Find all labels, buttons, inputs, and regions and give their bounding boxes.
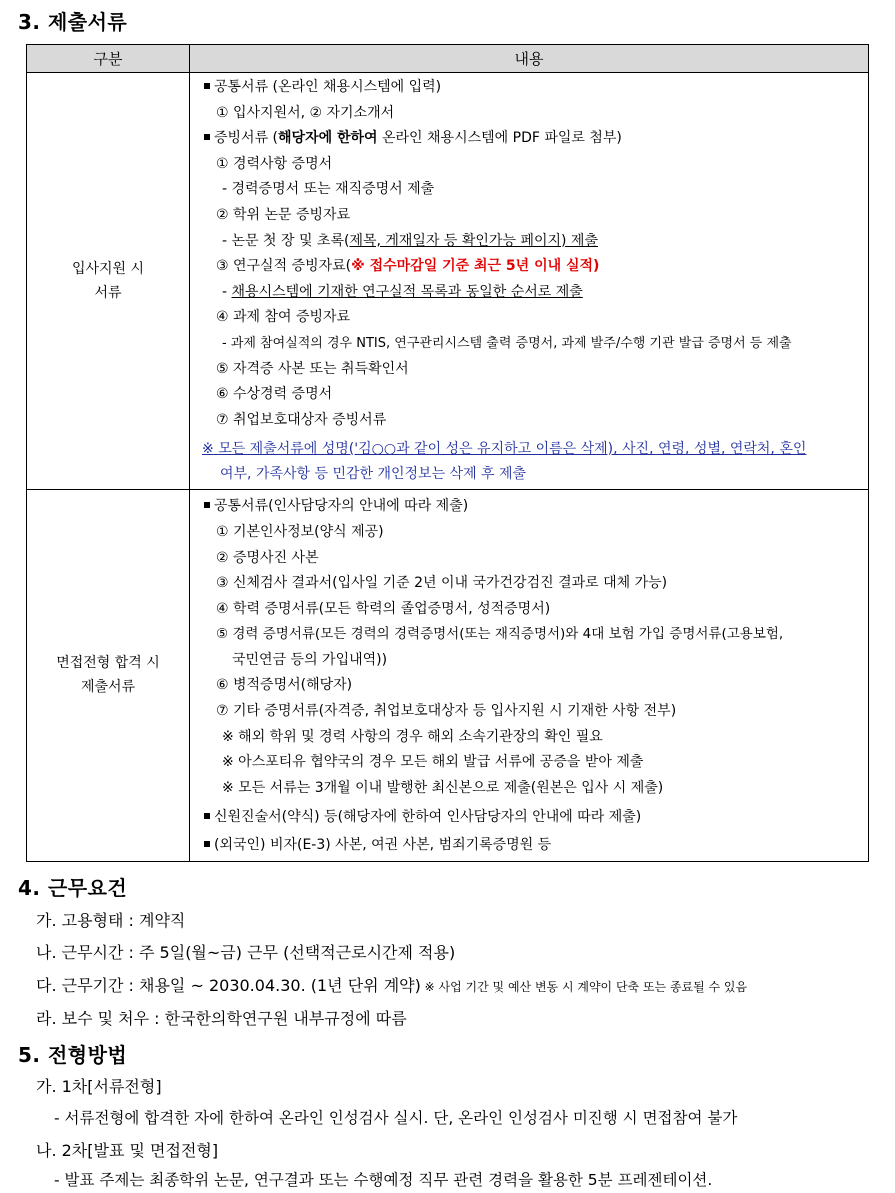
row-label-line: 서류 [94,285,122,302]
square-bullet-icon [204,134,210,140]
list-item: ※ 아스포티유 협약국의 경우 모든 해외 발급 서류에 공증을 받아 제출 [222,754,644,771]
list-item: ③ 연구실적 증빙자료(※ 접수마감일 기준 최근 5년 이내 실적) [216,258,600,275]
list-item: ② 학위 논문 증빙자료 [216,206,351,223]
row-content-application [190,73,869,490]
selection-step: 나. 2차[발표 및 면접전형] [36,1141,219,1160]
list-item: ③ 신체검사 결과서(입사일 기준 2년 이내 국가건강검진 결과로 대체 가능) [216,575,668,592]
list-item: ※ 모든 서류는 3개월 이내 발행한 최신본으로 제출(원본은 입사 시 제출) [222,779,664,796]
list-item: 국민연금 등의 가입내역)) [232,651,388,668]
privacy-notice: ※ 모든 제출서류에 성명('김○○과 같이 성은 유지하고 이름은 삭제), 사진, 연령, 성별, 연락처, 혼인 여부, 가족사항 등 민감한 개인정보는 삭제 후 제출 [202,441,807,483]
list-item: 신원진술서(약식) 등(해당자에 한하여 인사담당자의 안내에 따라 제출) [202,805,862,831]
work-condition-item: 라. 보수 및 처우 : 한국한의학연구원 내부규정에 따름 [36,1009,407,1028]
list-item: ⑦ 취업보호대상자 증빙서류 [216,411,387,428]
section-4-heading: 4. 근무요건 [18,876,128,900]
list-item: ① 기본인사정보(양식 제공) [216,523,384,540]
list-item: 증빙서류 (해당자에 한하여 온라인 채용시스템에 PDF 파일로 첨부) [202,126,862,152]
list-item: 공통서류 (온라인 채용시스템에 입력) [202,75,862,101]
list-item: ⑦ 기타 증명서류(자격증, 취업보호대상자 등 입사지원 시 기재한 사항 전부) [216,703,677,720]
list-item: - 경력증명서 또는 재직증명서 제출 [222,181,435,198]
row-label-line: 입사지원 시 [71,261,145,278]
list-item: (외국인) 비자(E-3) 사본, 여권 사본, 범죄기록증명원 등 [202,833,862,859]
row-label-line: 면접전형 합격 시 [56,655,160,672]
list-item: ② 증명사진 사본 [216,549,319,566]
list-item: ⑥ 병적증명서(해당자) [216,677,353,694]
header-category: 구분 [27,45,190,73]
list-item: ⑥ 수상경력 증명서 [216,386,333,403]
list-item: ① 입사지원서, ② 자기소개서 [216,104,395,121]
square-bullet-icon [204,502,210,508]
list-item: 공통서류(인사담당자의 안내에 따라 제출) [202,494,862,520]
table-row-application [27,73,869,490]
documents-table [26,44,869,862]
row-label-application [27,73,190,490]
table-row-interview [27,490,869,861]
list-item: - 과제 참여실적의 경우 NTIS, 연구관리시스템 출력 증명서, 과제 발주/수행 기관 발급 증명서 등 제출 [222,335,792,351]
square-bullet-icon [204,83,210,89]
row-label-interview [27,490,190,861]
selection-step: 가. 1차[서류전형] [36,1077,162,1096]
list-item: - 논문 첫 장 및 초록(제목, 게재일자 등 확인가능 페이지) 제출 [222,232,598,249]
header-content: 내용 [190,45,869,73]
selection-step-detail: - 발표 주제는 최종학위 논문, 연구결과 또는 수행예정 직무 관련 경력을 활용한 5분 프레젠테이션. [54,1171,713,1189]
row-label-line: 제출서류 [80,679,136,696]
list-item: ※ 해외 학위 및 경력 사항의 경우 해외 소속기관장의 확인 필요 [222,728,603,745]
list-item: ① 경력사항 증명서 [216,155,333,172]
section-5-heading: 5. 전형방법 [18,1043,128,1067]
list-item: - 채용시스템에 기재한 연구실적 목록과 동일한 순서로 제출 [222,283,583,300]
list-item: ④ 학력 증명서류(모든 학력의 졸업증명서, 성적증명서) [216,600,551,617]
row-content-interview [190,490,869,861]
work-condition-item: 나. 근무시간 : 주 5일(월~금) 근무 (선택적근로시간제 적용) [36,943,456,962]
square-bullet-icon [204,841,210,847]
square-bullet-icon [204,813,210,819]
section-3-heading: 3. 제출서류 [18,10,128,34]
list-item: ⑤ 경력 증명서류(모든 경력의 경력증명서(또는 재직증명서)와 4대 보험 가입 증명서류(고용보험, [216,626,784,643]
list-item: ④ 과제 참여 증빙자료 [216,309,351,326]
list-item: ⑤ 자격증 사본 또는 취득확인서 [216,360,409,377]
work-condition-item: 가. 고용형태 : 계약직 [36,911,186,930]
selection-step-detail: - 서류전형에 합격한 자에 한하여 온라인 인성검사 실시. 단, 온라인 인성검사 미진행 시 면접참여 불가 [54,1109,738,1127]
table-header-row [27,45,869,73]
work-condition-item: 다. 근무기간 : 채용일 ~ 2030.04.30. (1년 단위 계약) ※ 사업 기간 및 예산 변동 시 계약이 단축 또는 종료될 수 있음 [36,976,748,995]
